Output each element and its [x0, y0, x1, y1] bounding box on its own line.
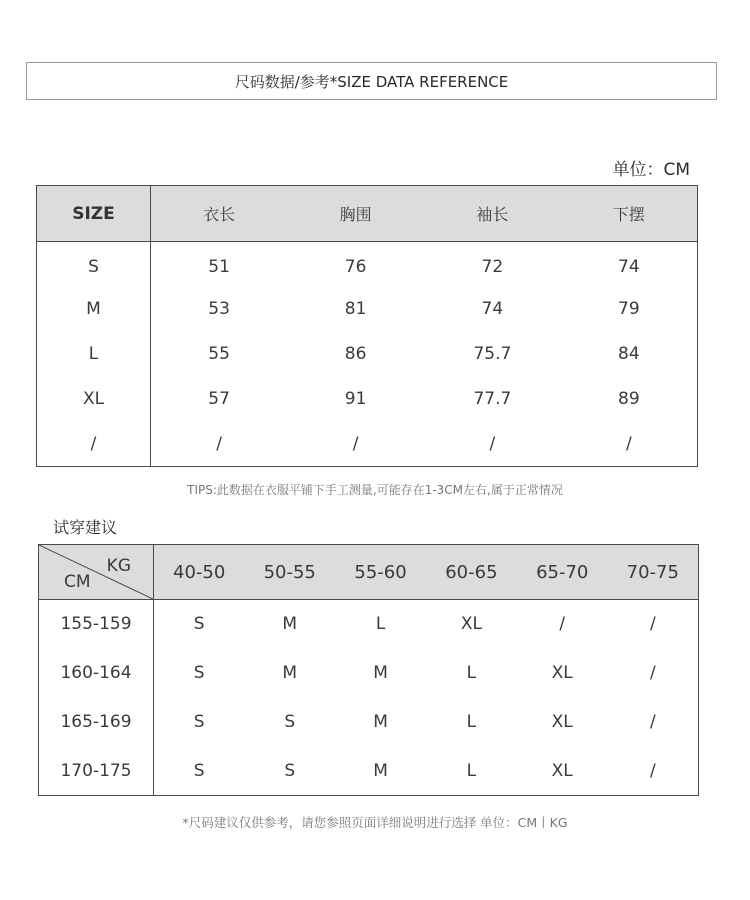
tips-text: TIPS:此数据在衣服平铺下手工测量,可能存在1-3CM左右,属于正常情况: [187, 483, 563, 497]
height-cell: 165-169: [39, 698, 154, 747]
title-box: [26, 62, 717, 100]
table-row: [39, 698, 699, 747]
size-cell: M: [373, 712, 388, 732]
table-row: [37, 332, 698, 377]
size-cell: M: [373, 760, 388, 781]
recommendation-table: [38, 544, 699, 796]
hem-cell: 84: [618, 344, 640, 364]
col-header-hem: 下摆: [561, 186, 698, 242]
height-cell: 155-159: [39, 600, 154, 649]
length-cell: 53: [208, 299, 230, 319]
length-cell: 55: [208, 344, 230, 364]
col-header-sleeve: 袖长: [424, 186, 561, 242]
size-cell: /: [559, 614, 566, 635]
col-header-size: SIZE: [37, 186, 151, 242]
size-cell: S: [193, 663, 205, 683]
chest-cell: /: [352, 433, 359, 454]
size-cell: L: [37, 332, 151, 377]
size-cell: XL: [551, 712, 573, 732]
corner-kg-label: KG: [106, 556, 131, 576]
diagonal-divider: [39, 545, 153, 599]
recommendation-header: [39, 545, 699, 600]
hem-cell: 79: [618, 299, 640, 319]
size-cell: L: [466, 663, 477, 683]
sleeve-cell: /: [489, 433, 496, 454]
hem-cell: 89: [618, 389, 640, 409]
table-row: [39, 649, 699, 698]
page-title: 尺码数据/参考*SIZE DATA REFERENCE: [234, 72, 509, 91]
sleeve-cell: 72: [481, 257, 504, 278]
size-cell: S: [193, 614, 205, 635]
recommendation-heading: 试穿建议: [53, 518, 118, 537]
corner-cell: [39, 545, 154, 600]
unit-label: 单位：CM: [612, 160, 690, 180]
table-row: [37, 377, 698, 422]
size-cell: XL: [551, 663, 573, 683]
size-cell: /: [649, 760, 656, 781]
weight-header: 50-55: [244, 545, 335, 600]
length-cell: /: [216, 433, 222, 454]
table-row: [39, 747, 699, 796]
length-cell: 51: [208, 257, 230, 278]
chest-cell: 86: [344, 344, 367, 364]
size-table: [36, 185, 698, 467]
table-row: [37, 242, 698, 287]
length-cell: 57: [208, 389, 230, 409]
size-cell: S: [284, 760, 296, 781]
size-cell: XL: [460, 614, 482, 635]
size-cell: L: [466, 760, 477, 781]
size-cell: M: [282, 614, 298, 635]
size-cell: /: [649, 712, 656, 732]
hem-cell: /: [626, 433, 632, 454]
weight-header: 70-75: [608, 545, 699, 600]
weight-header: 60-65: [426, 545, 517, 600]
size-table-header: [37, 186, 698, 242]
size-cell: S: [193, 712, 205, 732]
col-header-length: 衣长: [151, 186, 288, 242]
hem-cell: 74: [618, 257, 640, 278]
size-cell: XL: [37, 377, 151, 422]
weight-header: 65-70: [517, 545, 608, 600]
size-cell: M: [37, 287, 151, 332]
size-cell: S: [37, 242, 151, 287]
chest-cell: 91: [344, 389, 367, 409]
chest-cell: 81: [344, 299, 367, 319]
size-cell: L: [466, 712, 477, 732]
weight-header: 40-50: [154, 545, 245, 600]
size-cell: /: [37, 422, 151, 467]
chest-cell: 76: [344, 257, 367, 278]
size-cell: M: [373, 663, 388, 683]
size-cell: S: [193, 760, 205, 781]
footer-note: *尺码建议仅供参考，请您参照页面详细说明进行选择 单位：CM丨KG: [182, 815, 568, 830]
table-row: [37, 287, 698, 332]
col-header-chest: 胸围: [287, 186, 424, 242]
table-row: [39, 600, 699, 649]
weight-header: 55-60: [335, 545, 426, 600]
size-cell: S: [284, 712, 296, 732]
size-cell: /: [649, 663, 656, 683]
size-cell: M: [282, 663, 298, 683]
height-cell: 170-175: [39, 747, 154, 796]
corner-cm-label: CM: [64, 572, 91, 592]
size-cell: /: [649, 614, 656, 635]
height-cell: 160-164: [39, 649, 154, 698]
sleeve-cell: 77.7: [473, 389, 512, 409]
table-row: [37, 422, 698, 467]
sleeve-cell: 75.7: [473, 344, 512, 364]
sleeve-cell: 74: [481, 299, 504, 319]
size-cell: L: [375, 614, 386, 635]
size-cell: XL: [551, 760, 573, 781]
